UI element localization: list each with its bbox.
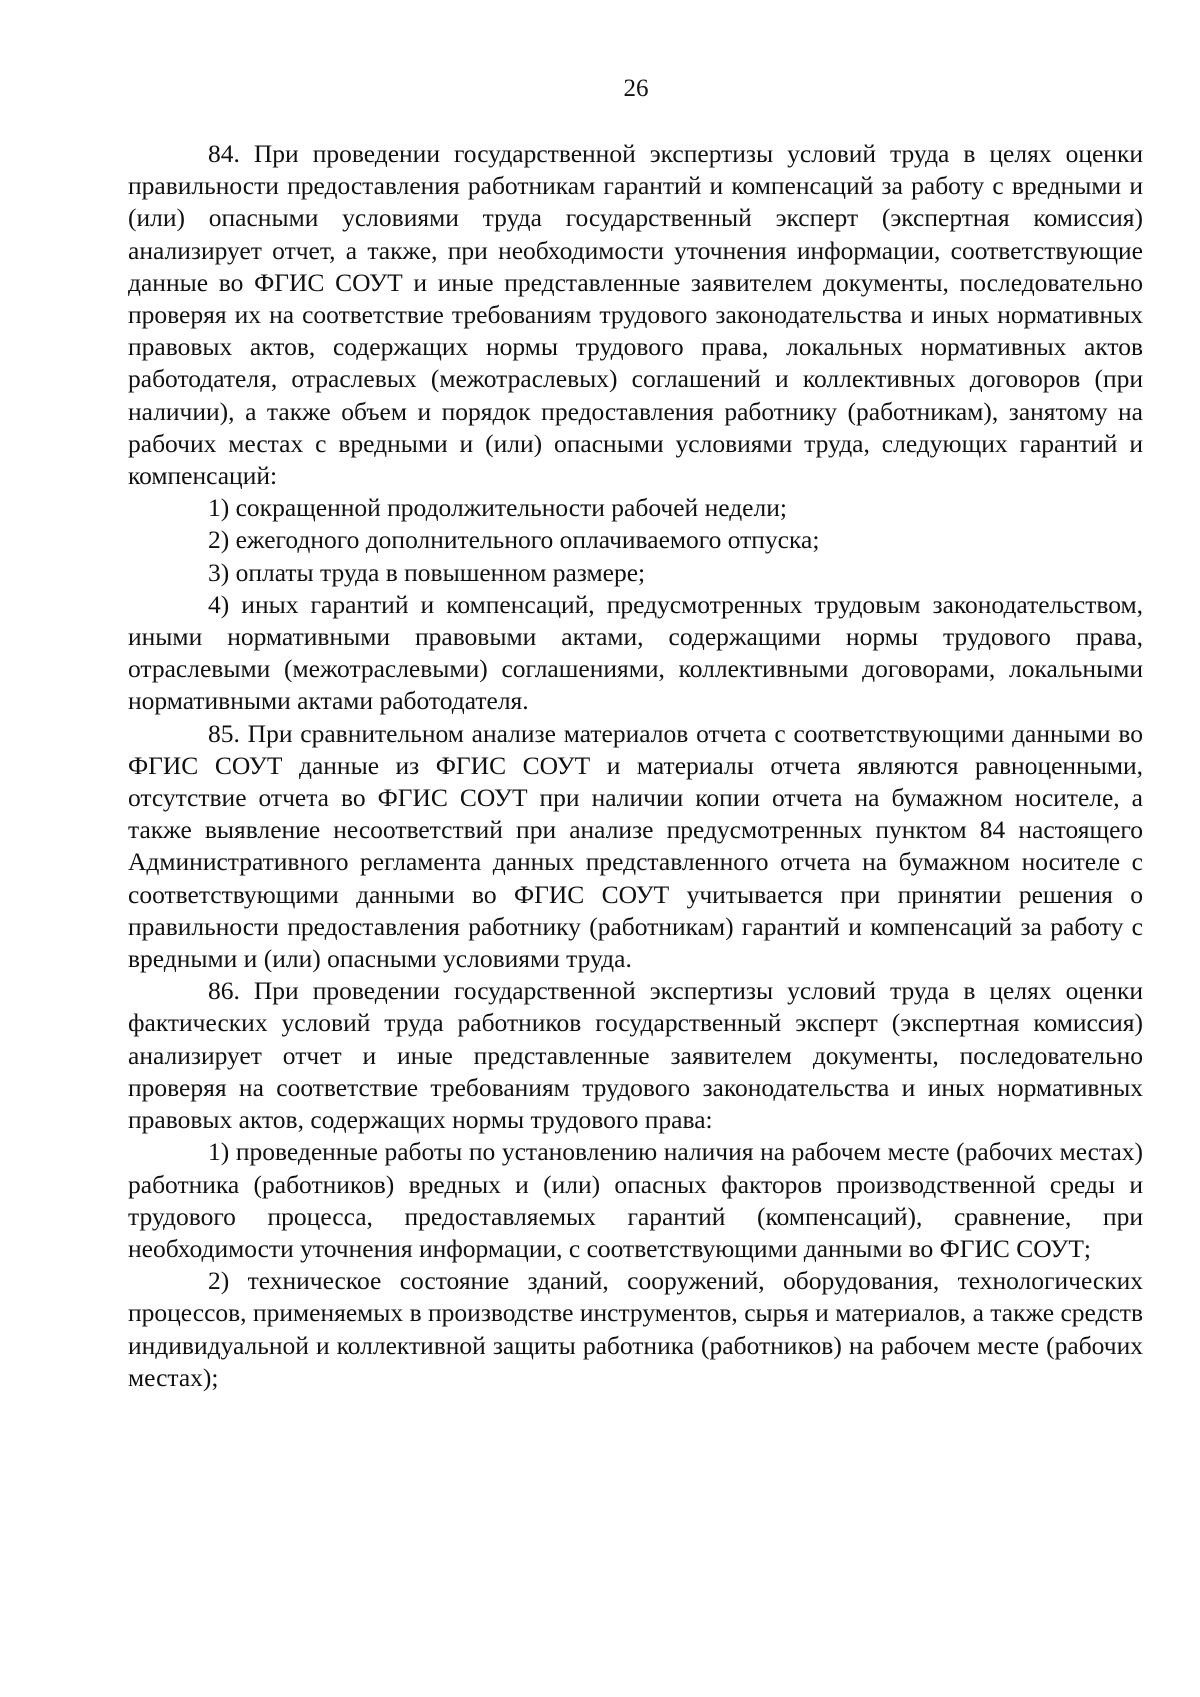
list-item-84-1: 1) сокращенной продолжительности рабочей недели; (208, 493, 787, 523)
paragraph-84: 84. При проведении государственной экспертизы условий труда в целях оценки правильности предоставления работникам гарантий и компенсаций за работу с вредными и (или) опасными условиями труда государственный эксперт (экспертная комиссия) анализирует отчет, а также, при необходимости уточнения информации, соответствующие данные во ФГИС СОУТ и иные представленные заявителем документы, последовательно проверяя их на соответствие требованиям трудового законодательства и иных нормативных правовых актов, содержащих нормы трудового права, локальных нормативных актов работодателя, отраслевых (межотраслевых) соглашений и коллективных договоров (при наличии), а также объем и порядок предоставления работнику (работникам), занятому на рабочих местах с вредными и (или) опасными условиями труда, следующих гарантий и компенсаций: (128, 139, 1143, 491)
list-item-84-2: 2) ежегодного дополнительного оплачиваемого отпуска; (208, 525, 820, 555)
paragraph-86: 86. При проведении государственной экспертизы условий труда в целях оценки фактических условий труда работников государственный эксперт (экспертная комиссия) анализирует отчет и иные представленные заявителем документы, последовательно проверяя на соответствие требованиям трудового законодательства и иных нормативных правовых актов, содержащих нормы трудового права: (128, 976, 1143, 1135)
document-body (128, 138, 1143, 1394)
paragraph-85: 85. При сравнительном анализе материалов отчета с соответствующими данными во ФГИС СОУТ данные из ФГИС СОУТ и материалы отчета являются равноценными, отсутствие отчета во ФГИС СОУТ при наличии копии отчета на бумажном носителе, а также выявление несоответствий при анализе предусмотренных пунктом 84 настоящего Административного регламента данных представленного отчета на бумажном носителе с соответствующими данными во ФГИС СОУТ учитывается при принятии решения о правильности предоставления работнику (работникам) гарантий и компенсаций за работу с вредными и (или) опасными условиями труда. (128, 718, 1143, 974)
page-number: 26 (623, 75, 649, 102)
list-item-84-4: 4) иных гарантий и компенсаций, предусмотренных трудовым законодательством, иными нормативными правовыми актами, содержащими нормы трудового права, отраслевыми (межотраслевыми) соглашениями, коллективными договорами, локальными нормативными актами работодателя. (128, 589, 1143, 716)
list-item-84-3: 3) оплаты труда в повышенном размере; (208, 557, 646, 587)
list-item-86-1: 1) проведенные работы по установлению наличия на рабочем месте (рабочих местах) работника (работников) вредных и (или) опасных факторов производственной среды и трудового процесса, предоставляемых гарантий (компенсаций), сравнение, при необходимости уточнения информации, с соответствующими данными во ФГИС СОУТ; (128, 1137, 1143, 1263)
list-item-86-2: 2) техническое состояние зданий, сооружений, оборудования, технологических процессов, применяемых в производстве инструментов, сырья и материалов, а также средств индивидуальной и коллективной защиты работника (работников) на рабочем месте (рабочих местах); (128, 1266, 1143, 1392)
